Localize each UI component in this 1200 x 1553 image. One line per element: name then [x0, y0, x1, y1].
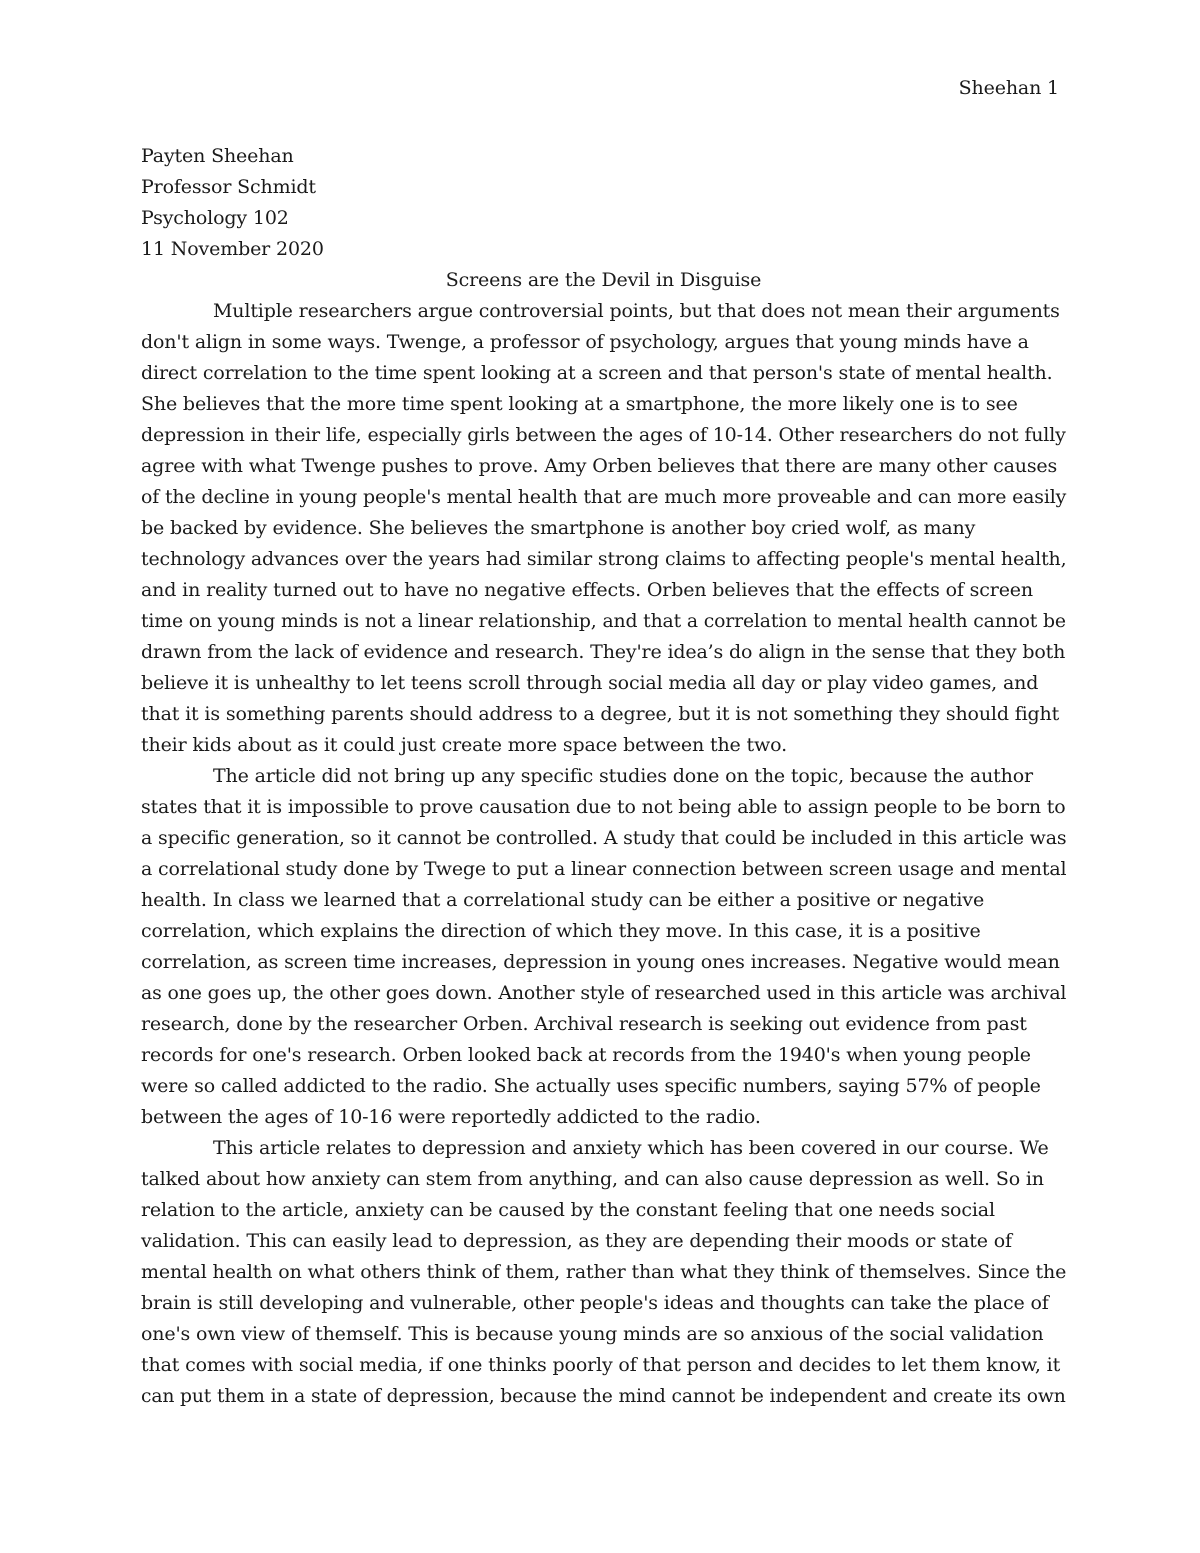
text-line: of the decline in young people's mental health that are much more proveable and can more easily [141, 486, 1067, 508]
text-line: their kids about as it could just create more space between the two. [141, 734, 787, 756]
text-line: between the ages of 10-16 were reportedly addicted to the radio. [141, 1106, 761, 1128]
text-line: mental health on what others think of them, rather than what they think of themselves. Since the [141, 1261, 1067, 1283]
text-line: and in reality turned out to have no negative effects. Orben believes that the effects of screen [141, 579, 1033, 601]
text-line: a specific generation, so it cannot be controlled. A study that could be included in this article was [141, 827, 1067, 849]
text-line: correlation, which explains the direction of which they move. In this case, it is a positive [141, 920, 981, 942]
text-line: agree with what Twenge pushes to prove. Amy Orben believes that there are many other causes [141, 455, 1058, 477]
essay-date: 11 November 2020 [141, 238, 324, 260]
text-line: validation. This can easily lead to depression, as they are depending their moods or state of [141, 1230, 1012, 1252]
text-line: The article did not bring up any specific studies done on the topic, because the author [213, 765, 1033, 787]
text-line: correlation, as screen time increases, depression in young ones increases. Negative would mean [141, 951, 1060, 973]
professor-name: Professor Schmidt [141, 176, 316, 198]
text-line: be backed by evidence. She believes the smartphone is another boy cried wolf, as many [141, 517, 976, 539]
essay-title: Screens are the Devil in Disguise [445, 269, 762, 291]
text-line: She believes that the more time spent looking at a smartphone, the more likely one is to see [141, 393, 1018, 415]
text-line: that comes with social media, if one thinks poorly of that person and decides to let them know, it [141, 1354, 1061, 1376]
running-head: Sheehan 1 [958, 77, 1059, 99]
document-body [141, 141, 1066, 1412]
text-line: as one goes up, the other goes down. Another style of researched used in this article was archival [141, 982, 1067, 1004]
text-line: can put them in a state of depression, because the mind cannot be independent and create its own [141, 1385, 1066, 1407]
text-line: Multiple researchers argue controversial points, but that does not mean their arguments [213, 300, 1060, 322]
text-line: relation to the article, anxiety can be caused by the constant feeling that one needs social [141, 1199, 995, 1221]
text-line: records for one's research. Orben looked back at records from the 1940's when young people [141, 1044, 1031, 1066]
text-line: health. In class we learned that a correlational study can be either a positive or negative [141, 889, 985, 911]
text-line: direct correlation to the time spent looking at a screen and that person's state of mental health. [141, 362, 1053, 384]
text-line: drawn from the lack of evidence and research. They're idea’s do align in the sense that they both [141, 641, 1066, 663]
course-name: Psychology 102 [141, 207, 289, 229]
text-line: don't align in some ways. Twenge, a professor of psychology, argues that young minds have a [141, 331, 1029, 353]
essay-paragraphs [141, 296, 1066, 1412]
text-line: depression in their life, especially girls between the ages of 10-14. Other researchers do not fully [141, 424, 1066, 446]
paragraph [141, 1133, 1066, 1412]
text-line: that it is something parents should address to a degree, but it is not something they should fight [141, 703, 1060, 725]
text-line: research, done by the researcher Orben. Archival research is seeking out evidence from past [141, 1013, 1027, 1035]
text-line: were so called addicted to the radio. She actually uses specific numbers, saying 57% of people [141, 1075, 1041, 1097]
text-line: a correlational study done by Twege to put a linear connection between screen usage and mental [141, 858, 1067, 880]
text-line: This article relates to depression and anxiety which has been covered in our course. We [213, 1137, 1049, 1159]
text-line: brain is still developing and vulnerable, other people's ideas and thoughts can take the place of [141, 1292, 1049, 1314]
text-line: believe it is unhealthy to let teens scroll through social media all day or play video games, and [141, 672, 1039, 694]
text-line: time on young minds is not a linear relationship, and that a correlation to mental health cannot be [141, 610, 1066, 632]
text-line: states that it is impossible to prove causation due to not being able to assign people to be born to [141, 796, 1066, 818]
text-line: technology advances over the years had similar strong claims to affecting people's mental health, [141, 548, 1067, 570]
text-line: talked about how anxiety can stem from anything, and can also cause depression as well. So in [141, 1168, 1044, 1190]
text-line: one's own view of themself. This is because young minds are so anxious of the social validation [141, 1323, 1044, 1345]
paragraph [141, 761, 1066, 1133]
paragraph [141, 296, 1066, 761]
author-name: Payten Sheehan [141, 145, 294, 167]
